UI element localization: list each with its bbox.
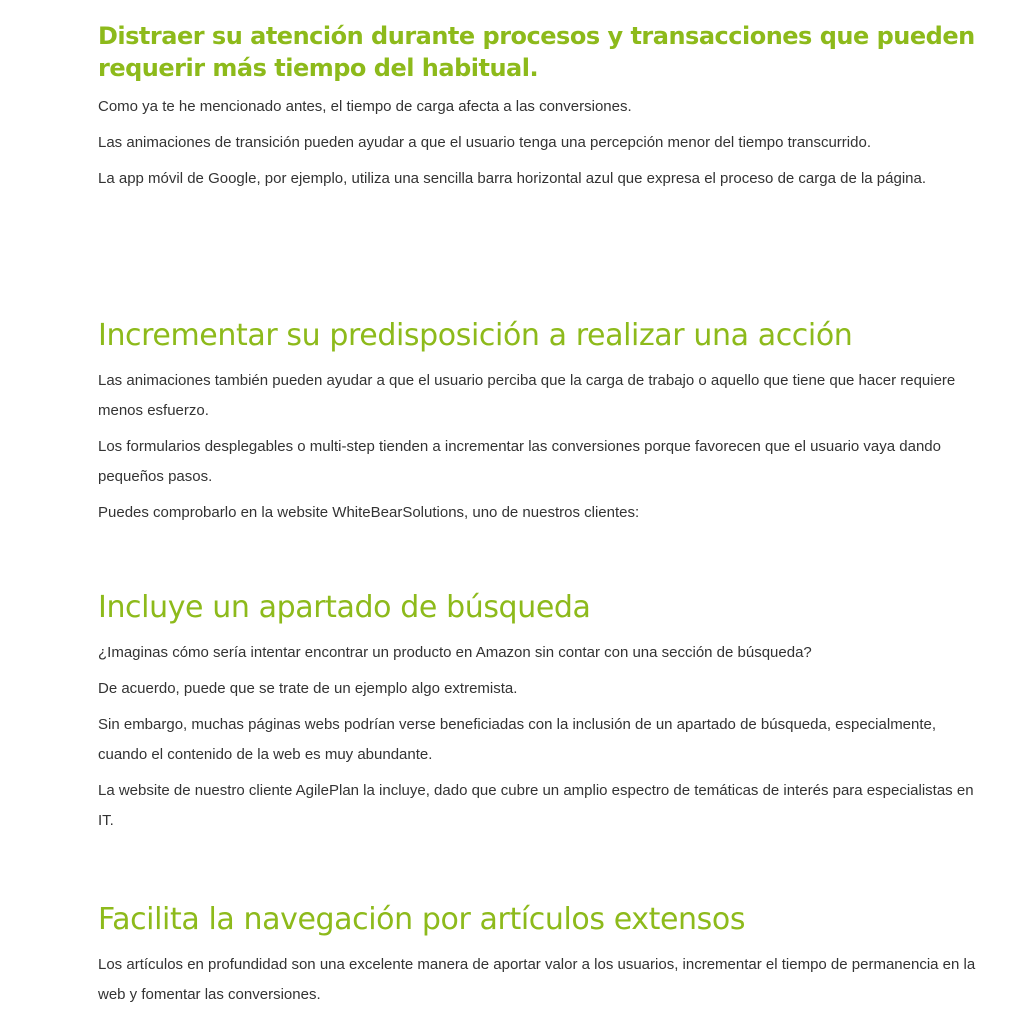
section-heading: Incluye un apartado de búsqueda xyxy=(98,590,591,625)
paragraph: Los formularios desplegables o multi-step tienden a incrementar las conversiones porque favorecen que el usuario vaya dando pequeños pasos. xyxy=(98,438,941,485)
section-heading: Facilita la navegación por artículos extensos xyxy=(98,902,746,937)
paragraph: La website de nuestro cliente AgilePlan la incluye, dado que cubre un amplio espectro de temáticas de interés para especialistas en IT. xyxy=(98,782,974,829)
paragraph: Sin embargo, muchas páginas webs podrían verse beneficiadas con la inclusión de un apartado de búsqueda, especialmente, cuando el contenido de la web es muy abundante. xyxy=(98,716,937,763)
paragraph: Como ya te he mencionado antes, el tiempo de carga afecta a las conversiones. xyxy=(98,98,632,115)
paragraph: De acuerdo, puede que se trate de un ejemplo algo extremista. xyxy=(98,680,518,697)
section-navegacion-articulos xyxy=(98,900,984,1010)
section-heading: Distraer su atención durante procesos y transacciones que pueden requerir más tiempo del habitual. xyxy=(98,22,975,82)
paragraph: Puedes comprobarlo en la website WhiteBearSolutions, uno de nuestros clientes: xyxy=(98,504,640,521)
paragraph: Las animaciones de transición pueden ayudar a que el usuario tenga una percepción menor del tiempo transcurrido. xyxy=(98,134,871,151)
section-apartado-busqueda xyxy=(98,588,984,842)
section-heading: Incrementar su predisposición a realizar una acción xyxy=(98,318,853,353)
section-distraer-atencion xyxy=(98,20,984,200)
section-incrementar-predisposicion xyxy=(98,316,984,534)
paragraph: Los artículos en profundidad son una excelente manera de aportar valor a los usuarios, incrementar el tiempo de permanencia en la web y fomentar las conversiones. xyxy=(98,956,976,1003)
paragraph: ¿Imaginas cómo sería intentar encontrar un producto en Amazon sin contar con una sección de búsqueda? xyxy=(98,644,812,661)
paragraph: La app móvil de Google, por ejemplo, utiliza una sencilla barra horizontal azul que expresa el proceso de carga de la página. xyxy=(98,170,927,187)
paragraph: Las animaciones también pueden ayudar a que el usuario perciba que la carga de trabajo o aquello que tiene que hacer requiere menos esfuerzo. xyxy=(98,372,956,419)
